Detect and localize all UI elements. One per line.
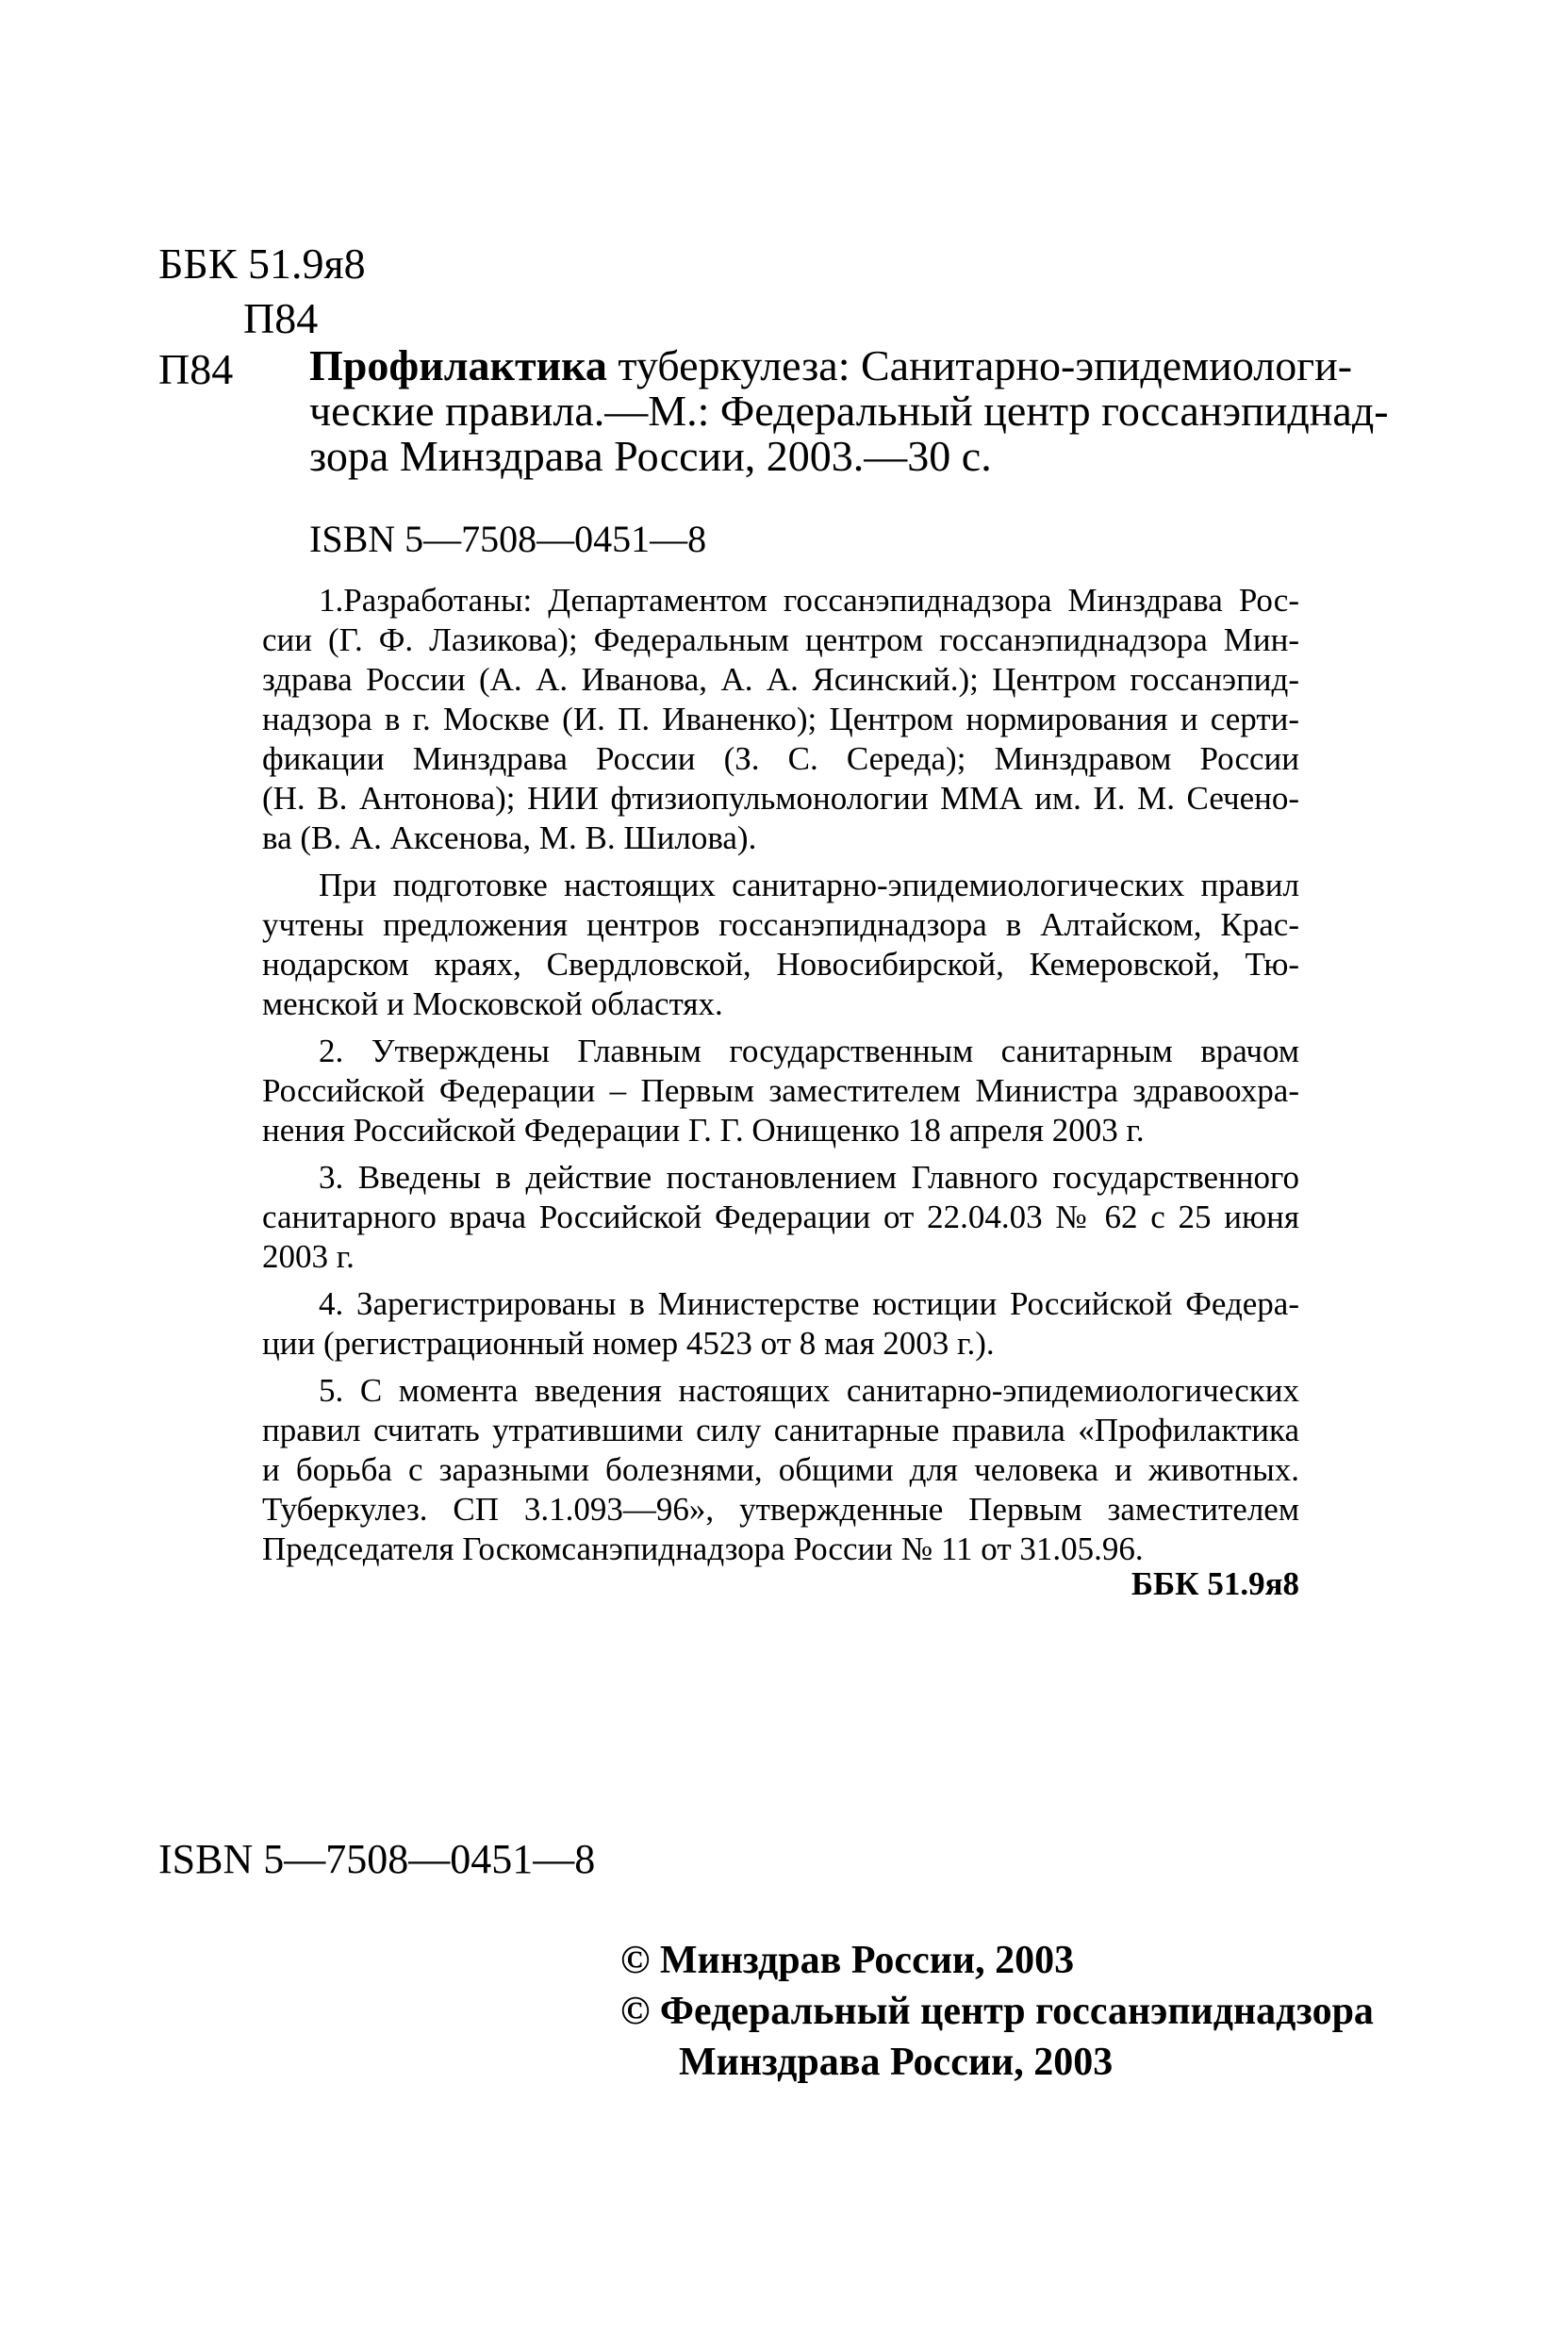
isbn-number-bottom: ISBN 5—7508—0451—8	[158, 1836, 596, 1882]
text-line: нения Российской Федерации Г. Г. Онищенко 18 апреля 2003 г.	[262, 1112, 1145, 1149]
entry-author-code: П84	[158, 345, 234, 393]
paragraph-enacted	[262, 1158, 1299, 1277]
title-line-3: зора Минздрава России, 2003.—30 с.	[309, 432, 992, 480]
text-line: 2003 г.	[262, 1238, 355, 1275]
isbn-number: ISBN 5—7508—0451—8	[309, 518, 707, 560]
bbk-classification: ББК 51.9я8	[158, 240, 366, 288]
text-line: (Н. В. Антонова); НИИ фтизиопульмонологии ММА им. И. М. Сеченo-	[262, 780, 1299, 817]
text-line: нодарском краях, Свердловской, Новосибирской, Кемеровской, Тю-	[262, 946, 1299, 983]
text-line: Российской Федерации – Первым заместителем Министра здравоохра-	[262, 1072, 1299, 1109]
author-code: П84	[243, 294, 319, 342]
paragraph-supersedes	[262, 1371, 1299, 1569]
paragraph-approved	[262, 1032, 1299, 1150]
paragraph-registered	[262, 1284, 1299, 1364]
text-line: правил считать утратившими силу санитарные правила «Профилактика	[262, 1412, 1299, 1448]
text-line: учтены предложения центров госсанэпиднадзора в Алтайском, Крас-	[262, 906, 1299, 943]
text-line: Туберкулез. СП 3.1.093—96», утвержденные Первым заместителем	[262, 1491, 1299, 1528]
bbk-classification-bottom: ББК 51.9я8	[1131, 1565, 1299, 1602]
text-line: 1.Разработаны: Департаментом госсанэпиднадзора Минздрава Рос-	[319, 582, 1299, 619]
copyright-line: © Федеральный центр госсанэпиднадзора	[620, 1990, 1374, 2033]
text-line: сии (Г. Ф. Лазикова); Федеральным центром госсанэпиднадзора Мин-	[262, 621, 1299, 658]
text-line: 4. Зарегистрированы в Министерстве юстиции Российской Федера-	[319, 1285, 1299, 1322]
document-body	[262, 581, 1299, 1569]
title-line-1	[309, 341, 1353, 389]
text-line: ции (регистрационный номер 4523 от 8 мая 2003 г.).	[262, 1325, 995, 1362]
copyright-line: Минздрава России, 2003	[679, 2041, 1114, 2084]
paragraph-developed-by	[262, 581, 1299, 858]
text-line: фикации Минздрава России (З. С. Середа); Минздравом России	[262, 740, 1299, 777]
text-line: ва (В. А. Аксенова, М. В. Шилова).	[262, 819, 757, 856]
title-bold-word: Профилактика	[309, 341, 607, 389]
text-line: здрава России (А. А. Иванова, А. А. Ясинский.); Центром госсанэпид-	[262, 661, 1299, 698]
copyright-block	[620, 1935, 1374, 2088]
paragraph-proposals	[262, 866, 1299, 1024]
text-line: 3. Введены в действие постановлением Главного государственного	[319, 1159, 1299, 1196]
text-line: 2. Утверждены Главным государственным санитарным врачом	[319, 1033, 1299, 1069]
text-line: и борьба с заразными болезнями, общими для человека и животных.	[262, 1451, 1299, 1488]
text-line: санитарного врача Российской Федерации от 22.04.03 № 62 с 25 июня	[262, 1199, 1299, 1235]
text-line: надзора в г. Москве (И. П. Иваненко); Центром нормирования и серти-	[262, 701, 1299, 737]
bibliographic-title	[309, 341, 1389, 480]
title-line-2: ческие правила.—М.: Федеральный центр госсанэпиднад-	[309, 387, 1389, 435]
text-line: менской и Московской областях.	[262, 985, 723, 1022]
text-line: При подготовке настоящих санитарно-эпидемиологических правил	[319, 867, 1299, 903]
title-line-1-rest: туберкулеза: Санитарно-эпидемиологи-	[606, 341, 1353, 389]
copyright-line: © Минздрав России, 2003	[620, 1939, 1075, 1982]
text-line: Председателя Госкомсанэпиднадзора России № 11 от 31.05.96.	[262, 1530, 1144, 1567]
text-line: 5. С момента введения настоящих санитарно-эпидемиологических	[319, 1372, 1299, 1409]
